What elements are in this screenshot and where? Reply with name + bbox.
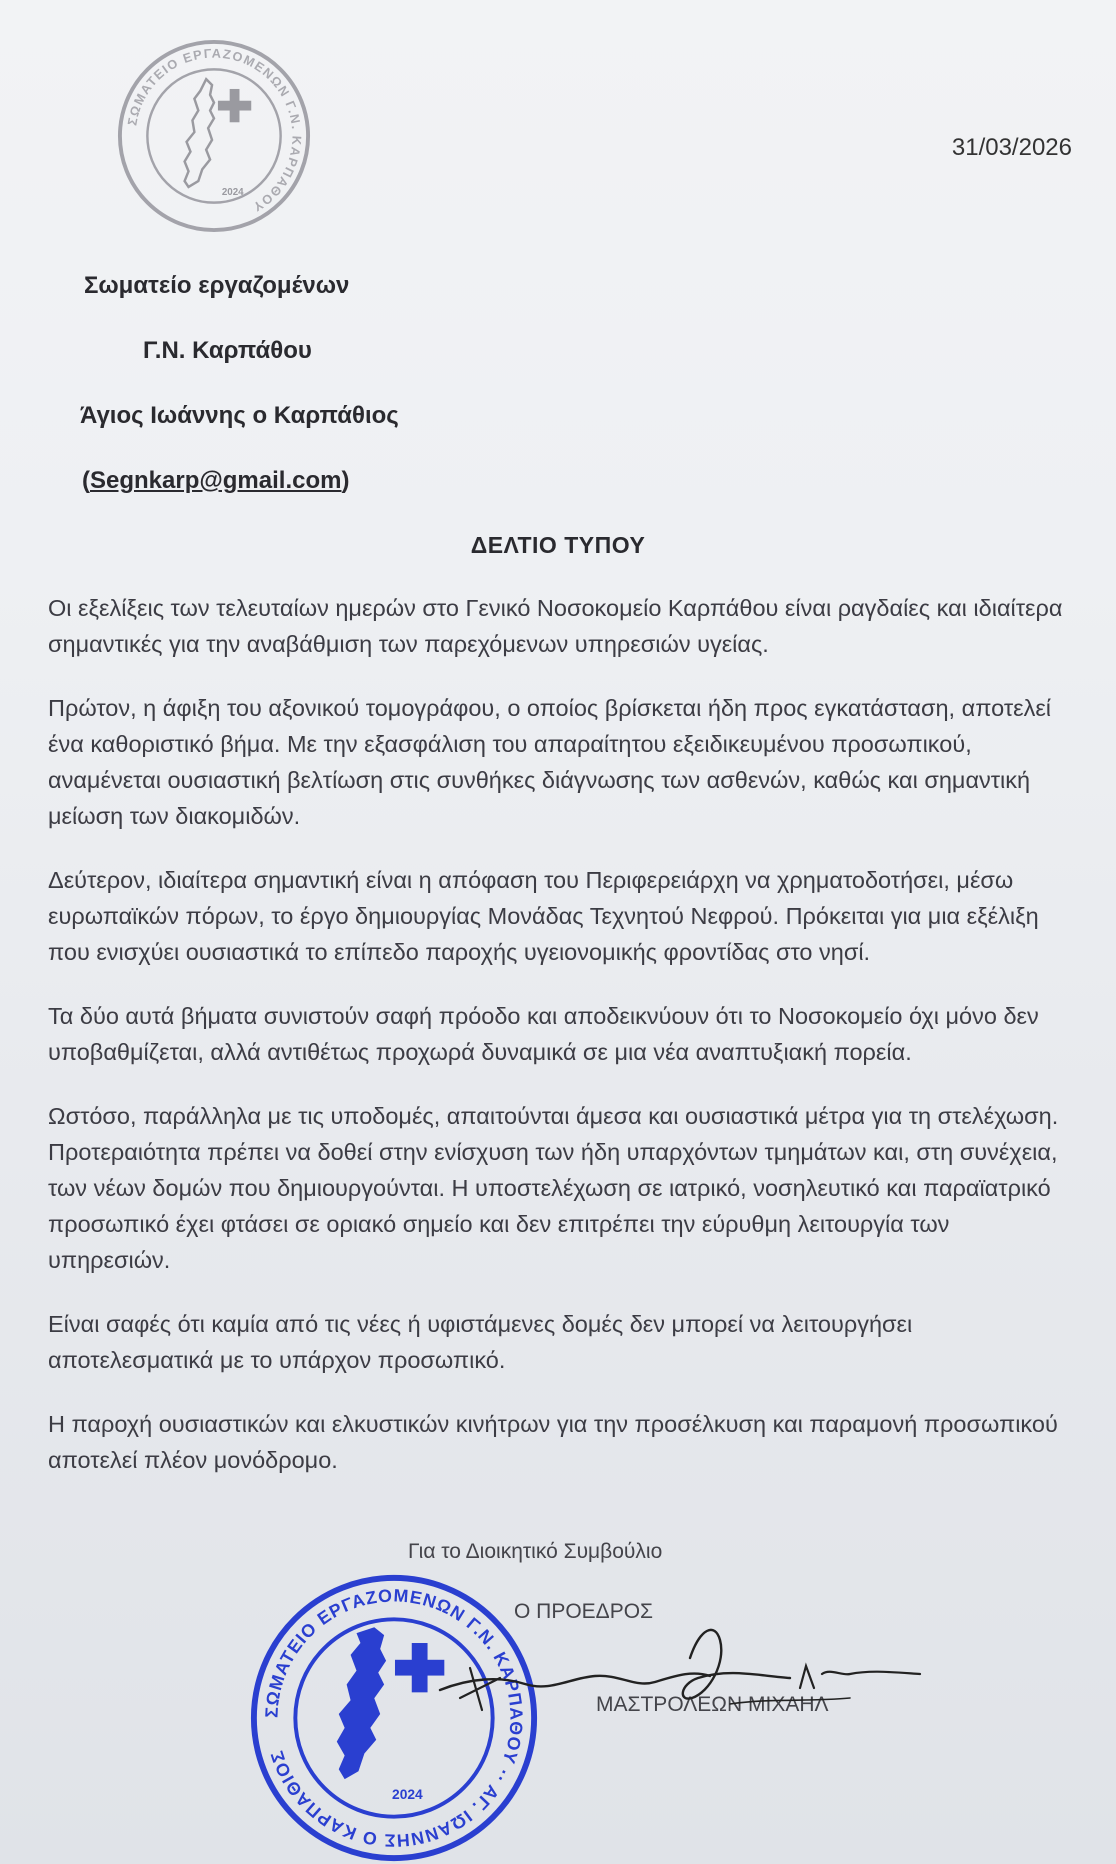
body-paragraph: Τα δύο αυτά βήματα συνιστούν σαφή πρόοδο και αποδεικνύουν ότι το Νοσοκομείο όχι μόνο δεν υποβαθμίζεται, αλλά αντιθέτως προχωρά δυναμικά σε μια νέα αναπτυξιακή πορεία. [48,1003,1039,1065]
stamp-island-icon [337,1627,386,1779]
island-outline-icon [185,79,214,187]
email-paren-open: ( [82,467,90,494]
signature-icon [430,1618,930,1728]
document-date: 31/03/2026 [951,134,1072,161]
body-paragraph: Πρώτον, η άφιξη του αξονικού τομογράφου, ο οποίος βρίσκεται ήδη προς εγκατάσταση, αποτελεί ένα καθοριστικό βήμα. Με την εξασφάλιση του απαραίτητου εξειδικευμένου προσωπικού, αναμένεται ουσιαστική βελτίωση στις συνθήκες διάγνωσης των ασθενών, καθώς και σημαντική μείωση των διακομιδών. [48,695,1052,829]
body-paragraph: Οι εξελίξεις των τελευταίων ημερών στο Γενικό Νοσοκομείο Καρπάθου είναι ραγδαίες και ιδιαίτερα σημαντικές για την αναβάθμιση των παρεχόμενων υπηρεσιών υγείας. [48,595,1063,657]
document-title: ΔΕΛΤΙΟ ΤΥΠΟΥ [470,532,646,558]
body-paragraph: Η παροχή ουσιαστικών και ελκυστικών κινήτρων για την προσέλκυση και παραμονή προσωπικού αποτελεί πλέον μονόδρομο. [48,1411,1058,1473]
union-seal-logo-icon [116,38,312,234]
closing-signatory-name: ΜΑΣΤΡΟΛΕΩΝ ΜΙΧΑΗΛ [596,1693,829,1716]
body-paragraph: Είναι σαφές ότι καμία από τις νέες ή υφιστάμενες δομές δεν μπορεί να λειτουργήσει αποτελεσματικά με το υπάρχον προσωπικό. [48,1311,913,1373]
body-paragraph: Ωστόσο, παράλληλα με τις υποδομές, απαιτούνται άμεσα και ουσιαστικά μέτρα για τη στελέχωση. Προτεραιότητα πρέπει να δοθεί στην ενίσχυση των ήδη υπαρχόντων τμημάτων και, στη συνέχεια, των νέων δομών που δημιουργούνται. Η υποστελέχωση σε ιατρικό, νοσηλευτικό και παραϊατρικό προσωπικό έχει φτάσει σε οριακό σημείο και δεν επιτρέπει την εύρυθμη λειτουργία των υπηρεσιών. [48,1103,1059,1273]
closing-role: Ο ΠΡΟΕΔΡΟΣ [514,1600,654,1623]
document-body [48,590,1078,1506]
org-name-line1: Σωματείο εργαζομένων [84,272,350,299]
stamp-year: 2024 [392,1785,423,1802]
stamp-ring-text: ΣΩΜΑΤΕΙΟ ΕΡΓΑΖΟΜΕΝΩΝ Γ.Ν. ΚΑΡΠΑΘΟΥ ·· ΑΓ. ΙΩΑΝΝΗΣ Ο ΚΑΡΠΑΘΙΟΣ [261,1585,527,1851]
org-email-link[interactable]: Segnkarp@gmail.com [90,467,342,494]
org-name-line2: Γ.Ν. Καρπάθου [143,337,312,364]
seal-ring-text: ΣΩΜΑΤΕΙΟ ΕΡΓΑΖΟΜΕΝΩΝ Γ.Ν. ΚΑΡΠΑΘΟΥ [124,45,305,216]
email-paren-close: ) [341,467,350,494]
body-paragraph: Δεύτερον, ιδιαίτερα σημαντική είναι η απόφαση του Περιφερειάρχη να χρηματοδοτήσει, μέσω ευρωπαϊκών πόρων, το έργο δημιουργίας Μονάδας Τεχνητού Νεφρού. Πρόκειται για μια εξέλιξη που ενισχύει ουσιαστικά το επίπεδο παροχής υγειονομικής φροντίδας στο νησί. [48,867,1039,965]
closing-for-board: Για το Διοικητικό Συμβούλιο [408,1540,663,1563]
seal-year: 2024 [221,186,244,198]
org-name-line3: Άγιος Ιωάννης ο Καρπάθιος [80,402,399,429]
org-email-line [82,467,349,495]
